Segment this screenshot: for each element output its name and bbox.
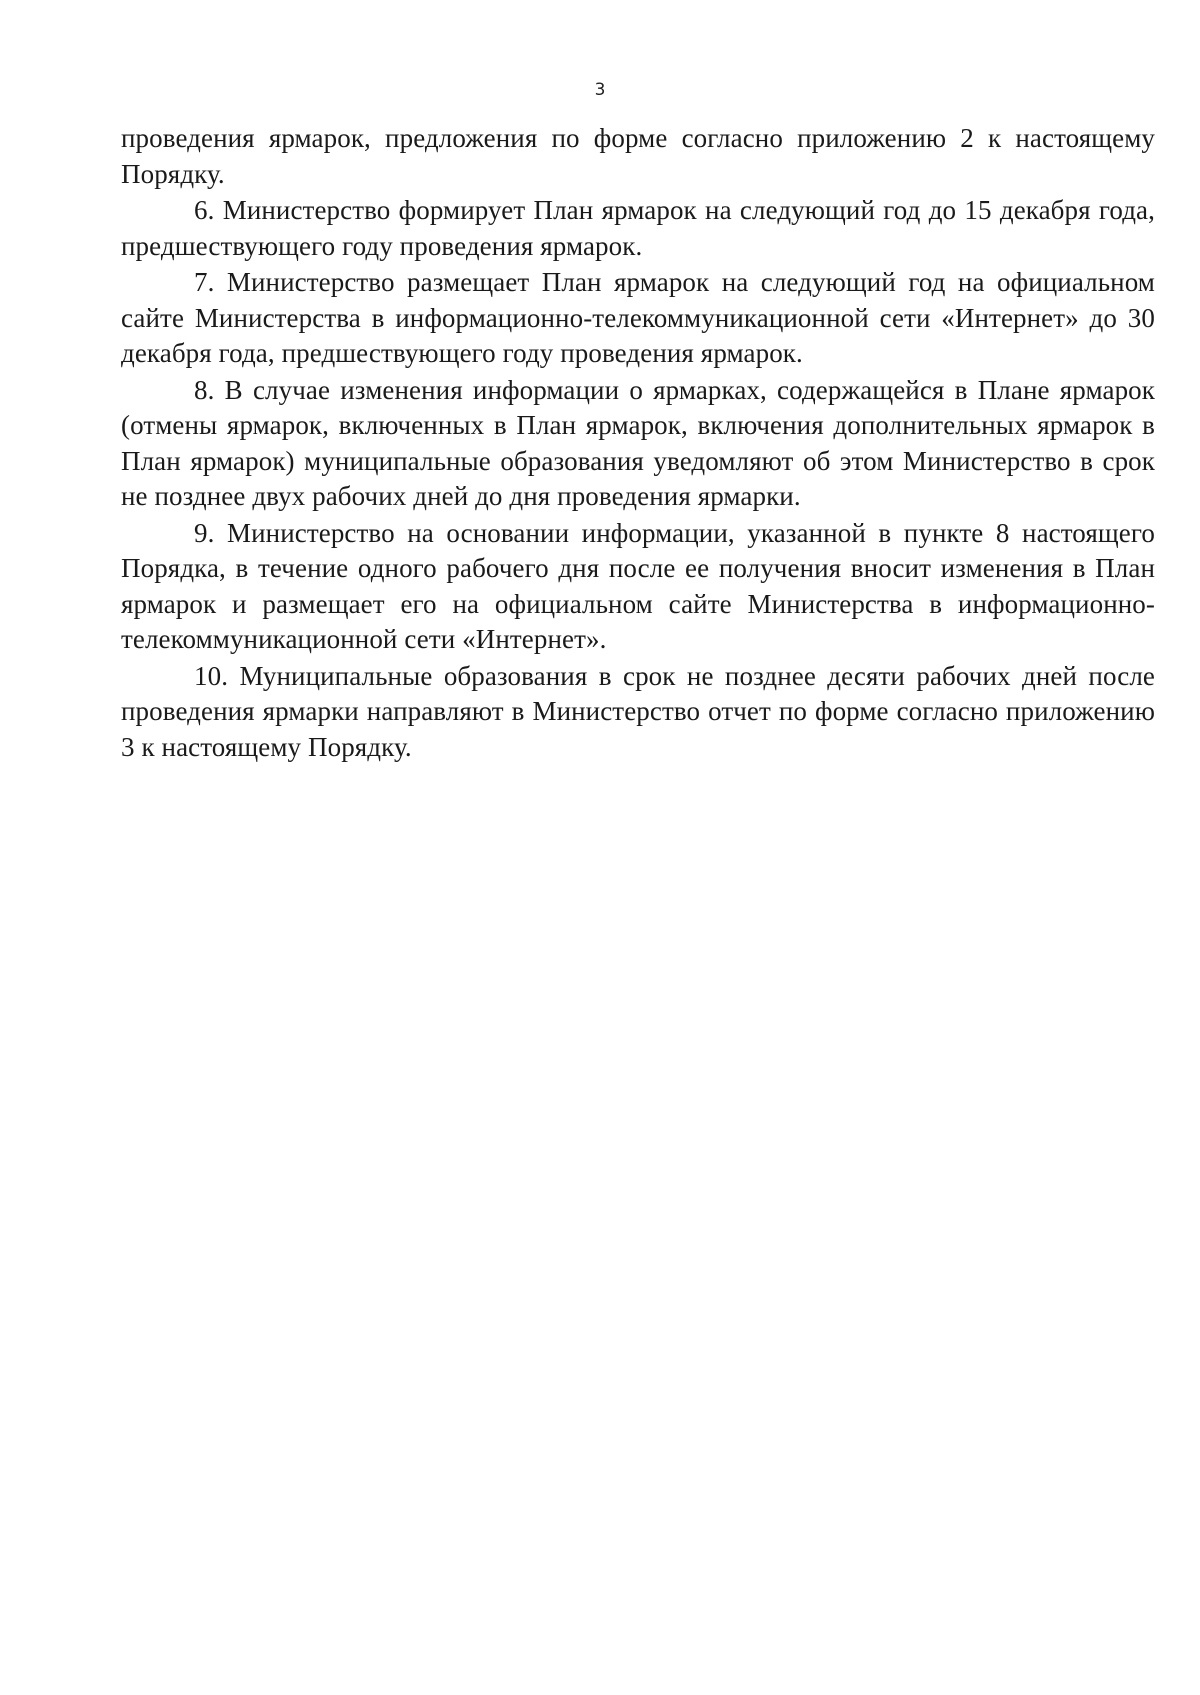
document-body (121, 121, 1155, 766)
paragraph-item-8: 8. В случае изменения информации о ярмарках, содержащейся в Плане ярмарок (отмены ярмарок, включенных в План ярмарок, включения дополнительных ярмарок в План ярмарок) муниципальные образования уведомляют об этом Министерство в срок не позднее двух рабочих дней до дня проведения ярмарки. (121, 374, 1155, 511)
paragraph-item-10: 10. Муниципальные образования в срок не позднее десяти рабочих дней после проведения ярмарки направляют в Министерство отчет по форме согласно приложению 3 к настоящему Порядку. (121, 660, 1155, 762)
paragraph-item-9: 9. Министерство на основании информации, указанной в пункте 8 настоящего Порядка, в течение одного рабочего дня после ее получения вносит изменения в План ярмарок и размещает его на официальном сайте Министерства в информационно-телекоммуникационной сети «Интернет». (121, 517, 1155, 654)
page-number: 3 (594, 80, 606, 100)
paragraph-continuation: проведения ярмарок, предложения по форме согласно приложению 2 к настоящему Порядку. (121, 123, 1155, 189)
paragraph-item-7: 7. Министерство размещает План ярмарок на следующий год на официальном сайте Министерства в информационно-телекоммуникационной сети «Интернет» до 30 декабря года, предшествующего году проведения ярмарок. (121, 267, 1155, 368)
paragraph-item-6: 6. Министерство формирует План ярмарок на следующий год до 15 декабря года, предшествующего году проведения ярмарок. (121, 195, 1155, 261)
